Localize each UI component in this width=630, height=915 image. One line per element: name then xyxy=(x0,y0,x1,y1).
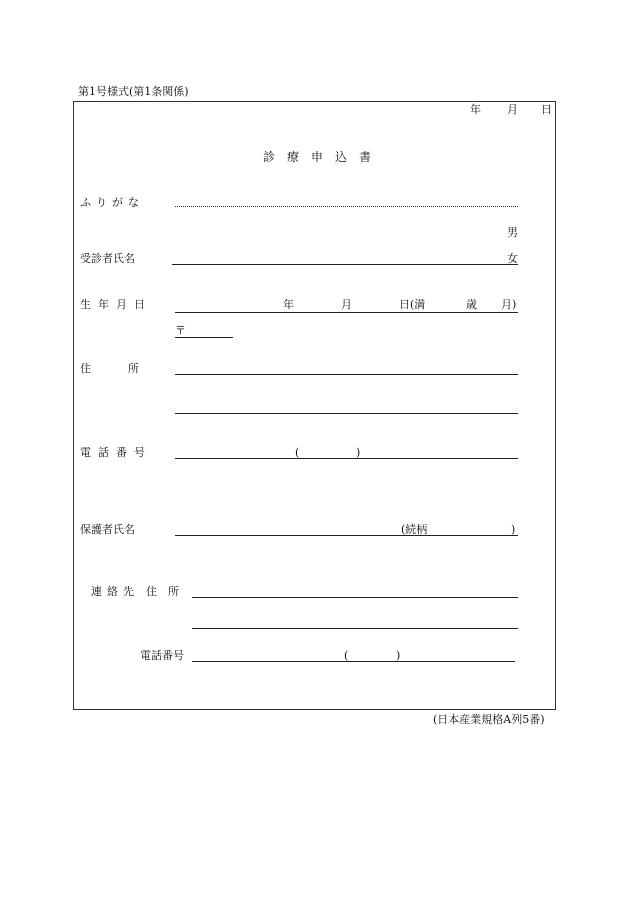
contact-phone-input-line[interactable] xyxy=(192,661,515,662)
form-number: 第1号様式(第1条関係) xyxy=(78,85,189,98)
contact-phone-label: 電話番号 xyxy=(140,649,184,662)
contact-address-input-line-2[interactable] xyxy=(192,628,518,629)
phone-label-char-3: 番 xyxy=(116,446,127,459)
contact-address-label-char-2: 所 xyxy=(168,585,179,598)
guardian-relation-close: ) xyxy=(511,523,516,536)
birth-label-char-2: 年 xyxy=(98,298,109,311)
date-year-label: 年 xyxy=(470,103,481,116)
form-frame xyxy=(73,101,556,710)
contact-address-label-char-1: 住 xyxy=(146,585,157,598)
phone-input-line[interactable] xyxy=(175,458,518,459)
patient-name-label: 受診者氏名 xyxy=(80,252,135,265)
birth-month-label: 月 xyxy=(341,298,352,311)
title-char-4: 込 xyxy=(335,150,348,164)
address-label-char-1: 住 xyxy=(80,362,91,375)
contact-label-char-3: 先 xyxy=(123,585,134,598)
birth-year-label: 年 xyxy=(283,298,294,311)
furigana-char-4: な xyxy=(128,196,139,209)
birth-age-unit: 歳 xyxy=(466,298,477,311)
furigana-char-2: り xyxy=(96,196,107,209)
postal-mark: 〒 xyxy=(175,324,186,337)
birth-label-char-3: 月 xyxy=(116,298,127,311)
address-label-char-2: 所 xyxy=(128,362,139,375)
address-input-line-2[interactable] xyxy=(175,413,518,414)
phone-paren-open: ( xyxy=(295,446,300,459)
contact-label-char-1: 連 xyxy=(91,585,102,598)
guardian-relation-open: (続柄 xyxy=(401,523,428,536)
phone-label-char-1: 電 xyxy=(80,446,91,459)
birth-day-age-open: 日(満 xyxy=(399,298,426,311)
date-day-label: 日 xyxy=(541,103,552,116)
birth-label-char-1: 生 xyxy=(80,298,91,311)
phone-label-char-4: 号 xyxy=(134,446,145,459)
contact-phone-paren-close: ) xyxy=(396,649,401,662)
guardian-name-input-line[interactable] xyxy=(175,535,518,536)
address-input-line-1[interactable] xyxy=(175,374,518,375)
contact-phone-paren-open: ( xyxy=(344,649,349,662)
paper-size-note: (日本産業規格A列5番) xyxy=(433,713,545,726)
contact-label-char-2: 絡 xyxy=(107,585,118,598)
gender-female[interactable]: 女 xyxy=(507,252,518,265)
furigana-char-1: ふ xyxy=(80,196,91,209)
contact-address-input-line-1[interactable] xyxy=(192,597,518,598)
phone-label-char-2: 話 xyxy=(98,446,109,459)
patient-name-input-line[interactable] xyxy=(172,264,518,265)
gender-male[interactable]: 男 xyxy=(507,226,518,239)
postal-code-input-line[interactable] xyxy=(175,337,233,338)
furigana-input-line[interactable] xyxy=(175,206,518,207)
furigana-char-3: が xyxy=(112,196,123,209)
guardian-name-label: 保護者氏名 xyxy=(80,523,135,536)
title-char-2: 療 xyxy=(287,150,300,164)
birth-label-char-4: 日 xyxy=(134,298,145,311)
title-char-5: 書 xyxy=(359,150,372,164)
phone-paren-close: ) xyxy=(356,446,361,459)
title-char-1: 診 xyxy=(263,150,276,164)
title-char-3: 申 xyxy=(311,150,324,164)
birth-month-close: 月) xyxy=(501,298,517,311)
date-month-label: 月 xyxy=(507,103,518,116)
birth-input-line[interactable] xyxy=(175,312,518,313)
